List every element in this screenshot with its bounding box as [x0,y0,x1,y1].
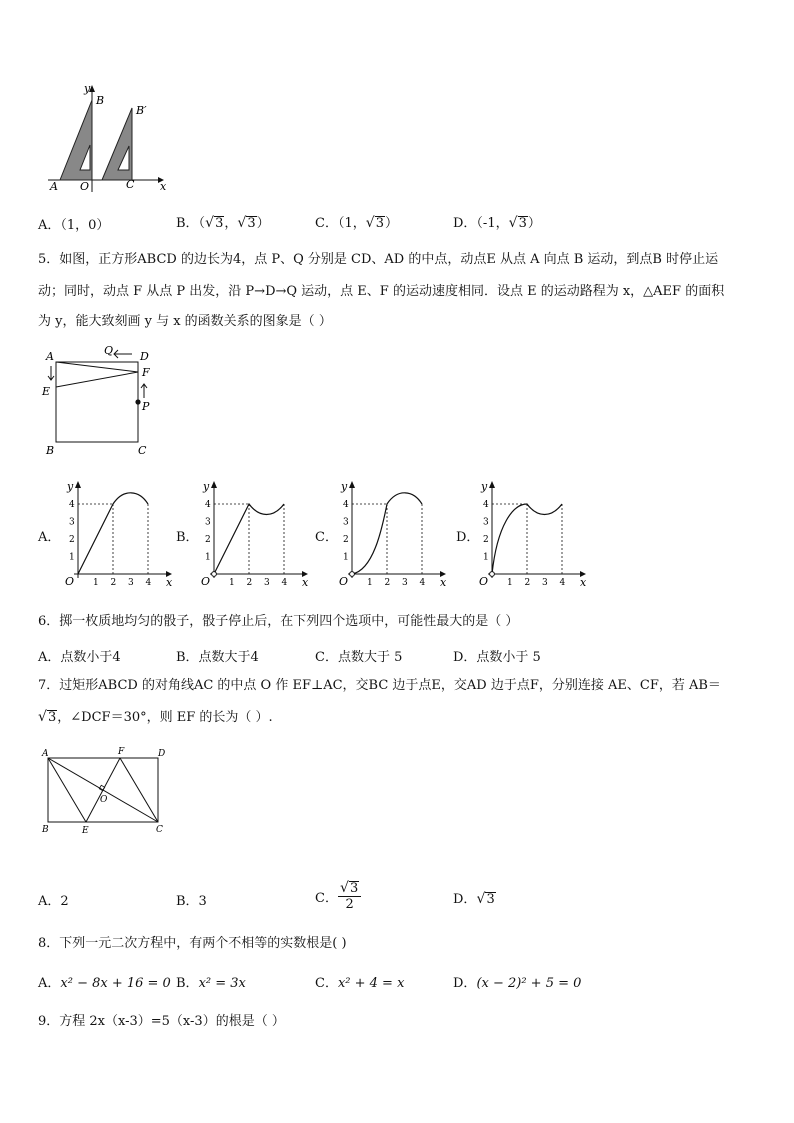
q7-label-B: B [42,825,49,835]
q8-option-b[interactable] [176,972,246,991]
q7-option-d-pre: D． [453,892,477,907]
q7-label-F: F [118,747,125,757]
q4-option-a-text: A．（1，0） [38,218,110,233]
q6-option-d[interactable]: D．点数小于 5 [453,650,541,665]
q5-graph-d-ytick-3: 3 [483,517,489,528]
q5-stem-line1: 5．如图，正方形ABCD 的边长为4，点 P、Q 分别是 CD、AD 的中点，动点E 从点 A 向点 B 运动，到点B 时停止运 [38,252,719,267]
q5-graph-b-y-arrow [211,481,217,488]
q5-graph-b-ytick-1: 1 [205,552,211,563]
q5-graph-c-label-y: y [341,480,348,493]
q4-option-b-mid: ， [224,216,238,231]
q5-label-F: F [142,366,150,379]
q4-figure [40,80,170,195]
q5-graph-b[interactable] [198,478,310,590]
q5-graph-a-label-y: y [67,480,74,493]
q5-graph-c-ytick-2: 2 [343,535,349,545]
q5-graph-b-ytick-4: 4 [205,500,211,510]
q5-graph-a-label-O: O [65,575,75,588]
q7-option-d-sqrt: √ 3 [476,891,495,907]
q8-option-c-pre: C． [315,976,338,991]
q5-graph-c-y-arrow [349,481,355,488]
q5-label-B: B [46,444,55,457]
q5-graph-c-ytick-1: 1 [343,552,349,563]
q5-label-D: D [140,350,149,363]
q7-option-a[interactable]: A．2 [38,894,69,909]
q5-square-figure [38,342,168,462]
q4-option-b-pre: B．（ [176,216,206,231]
q5-graph-b-xtick-3: 3 [264,578,270,588]
q4-label-O: O [80,180,90,193]
q4-label-B: B [96,94,105,107]
q5-graph-c-label-O: O [339,575,349,588]
q5-graph-d-xtick-4: 4 [559,578,566,588]
q5-graph-b-curve [214,504,284,574]
q5-graph-c-origin-point [350,572,355,577]
q4-option-b-sqrt2: √ 3 [237,215,256,231]
q5-graph-a-y-arrow [75,481,81,488]
q8-option-d-eq: (x − 2)² + 5 = 0 [476,976,582,991]
q5-graph-a[interactable] [62,478,174,590]
q5-label-A: A [46,350,54,363]
q4-label-x: x [160,180,167,193]
q4-label-C: C [126,178,135,191]
q6-option-b[interactable]: B．点数大于4 [176,650,259,665]
q7-label-C: C [156,825,163,835]
q5-graph-a-ytick-2: 2 [69,535,75,545]
q4-option-d[interactable] [453,212,541,231]
q4-option-a[interactable] [38,214,109,233]
q4-option-b[interactable] [176,212,270,231]
q7-label-O: O [100,795,108,805]
q7-rectangle-figure [38,742,178,838]
q5-graph-d-label-O: O [479,575,489,588]
q7-stem-line1: 7．过矩形ABCD 的对角线AC 的中点 O 作 EF⊥AC，交BC 边于点E，交AD 边于点F，分别连接 AE、CF，若 AB＝ [38,678,721,693]
q5-label-C: C [138,444,147,457]
q5-graph-a-ytick-4: 4 [69,500,75,510]
q4-option-c-pre: C．（1， [315,216,366,231]
q7-stem-line2 [38,710,273,726]
q6-option-a[interactable]: A．点数小于4 [38,650,121,665]
q5-graph-b-label-x: x [302,576,309,589]
q5-graph-d-origin-point [490,572,495,577]
q5-graph-d-xtick-3: 3 [542,578,548,588]
q5-graph-d[interactable] [476,478,588,590]
q7-option-c-fraction: √ 3 2 [338,881,361,912]
q5-graph-d-ytick-2: 2 [483,535,489,545]
q5-graph-d-xtick-2: 2 [524,578,531,588]
q6-option-c[interactable]: C．点数大于 5 [315,650,403,665]
q5-graph-b-label-O: O [201,575,211,588]
q8-option-a[interactable] [38,972,171,991]
q7-label-D: D [158,749,166,759]
q5-graph-a-xtick-1: 1 [93,578,99,588]
q8-option-c-eq: x² + 4 = x [337,976,405,991]
q4-option-b-post: ） [256,216,270,231]
q8-option-b-pre: B． [176,976,199,991]
q7-option-c[interactable] [315,876,361,916]
q5-graph-c-xtick-1: 1 [367,578,373,588]
q5-graph-d-y-arrow [489,481,495,488]
q5-graph-a-ytick-1: 1 [69,552,75,563]
q5-graph-b-xtick-1: 1 [229,578,235,588]
q5-label-P: P [142,400,150,413]
q4-option-c-post: ） [385,216,399,231]
q5-option-b-label[interactable]: B． [176,530,199,545]
q5-graph-d-ytick-1: 1 [483,552,489,563]
q5-graph-c[interactable] [336,478,448,590]
q8-option-c[interactable] [315,972,404,991]
q5-graph-a-xtick-2: 2 [110,578,117,588]
q5-graph-d-label-x: x [580,576,587,589]
q5-graph-b-ytick-2: 2 [205,535,211,545]
q5-graph-c-ytick-4: 4 [343,500,349,510]
q5-label-E: E [42,385,51,398]
q4-label-A: A [50,180,58,193]
q9-stem: 9．方程 2x（x-3）=5（x-3）的根是（ ） [38,1014,285,1029]
q4-label-Bprime: B′ [136,104,147,117]
q5-option-d-label[interactable]: D． [456,530,480,545]
q8-option-b-eq: x² = 3x [198,976,246,991]
q5-graph-b-origin-point [212,572,217,577]
q8-option-d[interactable] [453,972,581,991]
q7-label-A: A [42,749,49,759]
q7-label-E: E [82,826,89,836]
q5-graph-d-xtick-1: 1 [507,578,513,588]
q7-stem-line2-rest: ，∠DCF＝30°，则 EF 的长为（ ）. [57,710,273,725]
q5-stem-line3: 为 y，能大致刻画 y 与 x 的函数关系的图象是（ ） [38,314,332,329]
q5-label-Q: Q [104,344,114,357]
q4-option-d-pre: D．（-1， [453,216,509,231]
q5-option-a-label[interactable]: A． [38,530,61,545]
q5-graph-b-label-y: y [203,480,210,493]
q4-option-d-post: ） [527,216,541,231]
q5-graph-a-xtick-4: 4 [145,578,152,588]
q8-option-a-eq: x² − 8x + 16 = 0 [60,976,171,991]
q4-option-c-sqrt: √ 3 [365,215,384,231]
q8-stem: 8．下列一元二次方程中，有两个不相等的实数根是( ) [38,936,347,951]
q5-graph-b-xtick-4: 4 [281,578,288,588]
q8-option-a-pre: A． [38,976,61,991]
q5-graph-b-ytick-3: 3 [205,517,211,528]
q5-graph-c-xtick-4: 4 [419,578,426,588]
q7-option-c-pre: C． [315,890,338,906]
q5-graph-a-ytick-3: 3 [69,517,75,528]
q5-graph-b-xtick-2: 2 [246,578,253,588]
q5-graph-c-xtick-2: 2 [384,578,391,588]
q5-stem-line2: 动；同时，动点 F 从点 P 出发，沿 P→D→Q 运动，点 E、F 的运动速度相同．设点 E 的运动路程为 x，△AEF 的面积 [38,284,725,299]
q4-label-y: y [84,82,91,95]
q4-option-b-sqrt1: √ 3 [205,215,224,231]
q4-option-d-sqrt: √ 3 [508,215,527,231]
q5-option-c-label[interactable]: C． [315,530,338,545]
q5-graph-d-curve [492,504,562,574]
q8-option-d-pre: D． [453,976,477,991]
q5-graph-d-ytick-4: 4 [483,500,489,510]
q4-option-c[interactable] [315,212,398,231]
q5-graph-a-xtick-3: 3 [128,578,134,588]
q5-graph-d-label-y: y [481,480,488,493]
q7-sqrt: √ 3 [38,709,57,725]
q5-graph-c-ytick-3: 3 [343,517,349,528]
q5-graph-c-label-x: x [440,576,447,589]
q7-option-d[interactable] [453,888,496,907]
q6-stem: 6．掷一枚质地均匀的骰子，骰子停止后，在下列四个选项中，可能性最大的是（ ） [38,614,519,629]
q7-option-b[interactable]: B．3 [176,894,207,909]
q5-graph-a-label-x: x [166,576,173,589]
q5-graph-c-xtick-3: 3 [402,578,408,588]
